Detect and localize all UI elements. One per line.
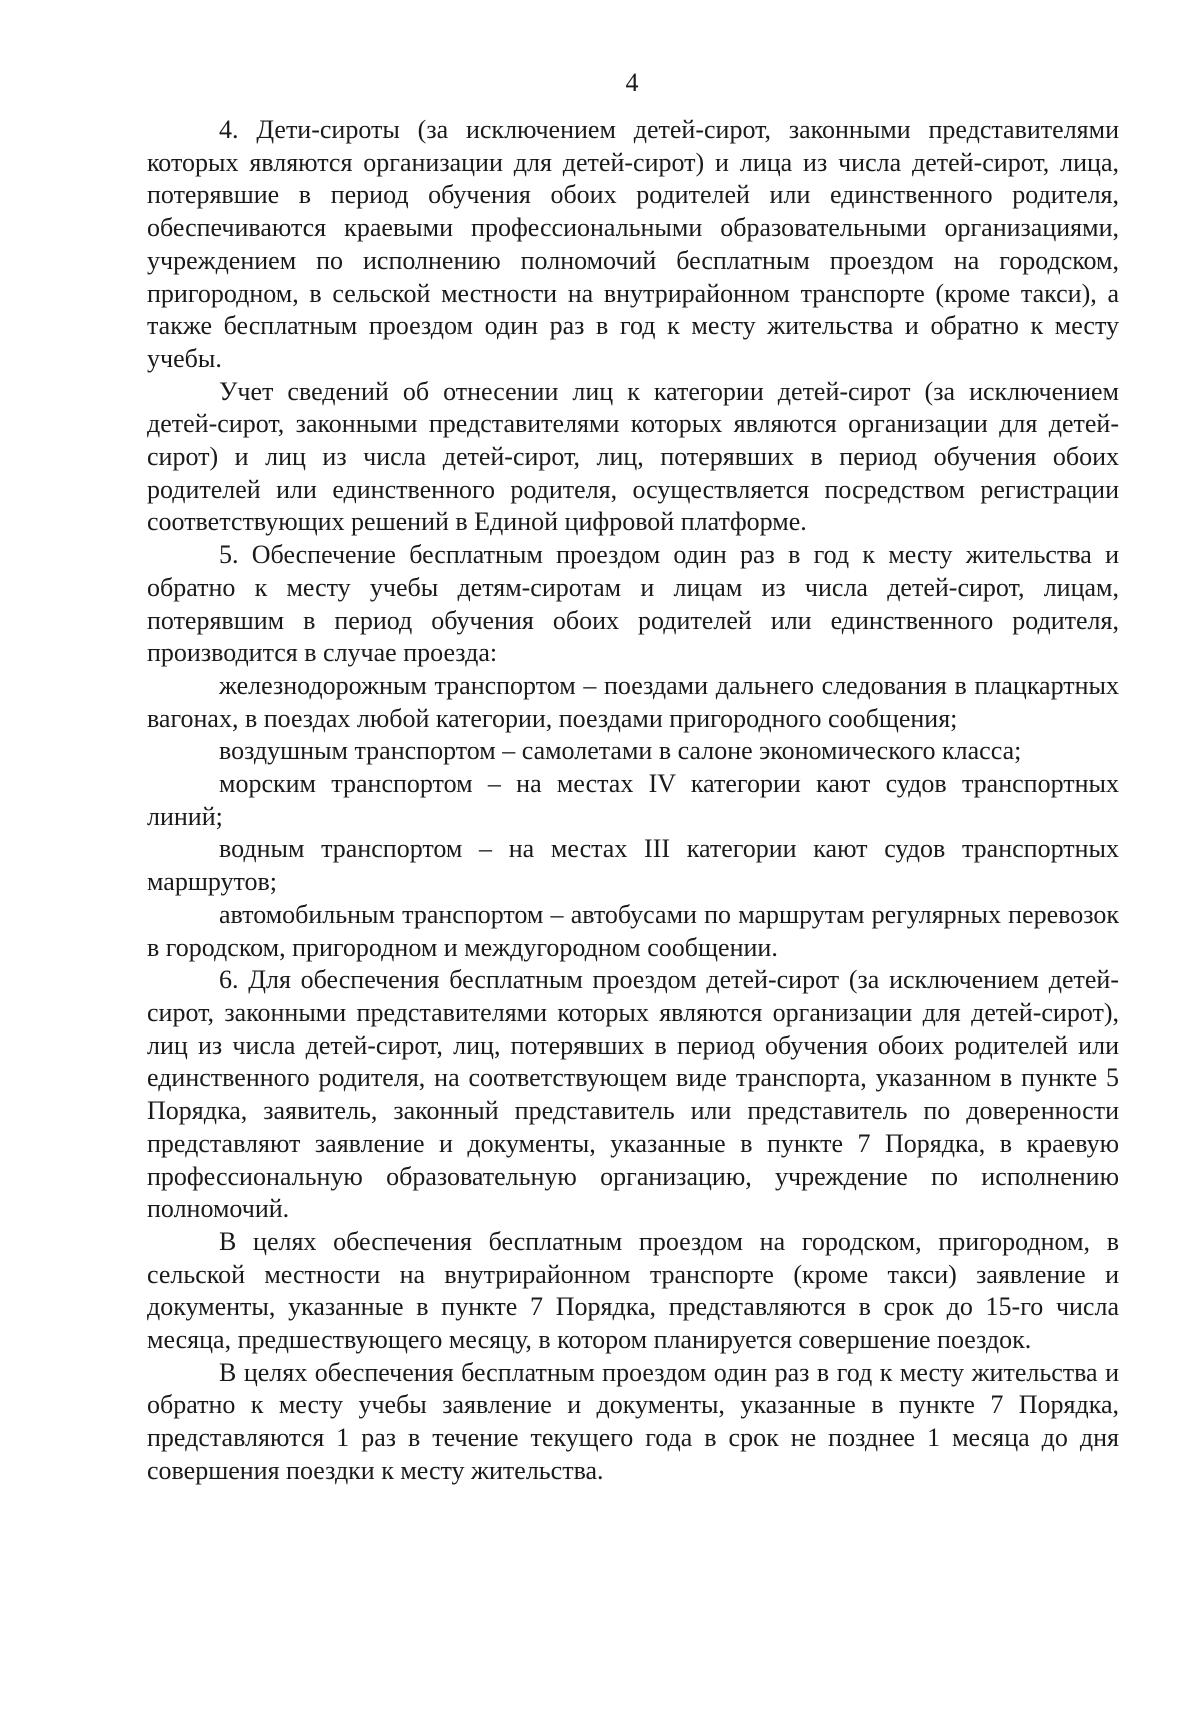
paragraph-4-orphans-free-travel: 4. Дети-сироты (за исключением детей-сирот, законными представителями которых являются организации для детей-сирот) и лица из числа детей-сирот, лица, потерявшие в период обучения обоих родителей или единственного родителя, обеспечиваются краевыми профессиональными образовательными организациями, учреждением по исполнению полномочий бесплатным проездом на городском, пригородном, в сельской местности на внутрирайонном транспорте (кроме такси), а также бесплатным проездом один раз в год к месту жительства и обратно к месту учебы. [147,115,1119,373]
paragraph-6-application-submission: 6. Для обеспечения бесплатным проездом детей-сирот (за исключением детей-сирот, законными представителями которых являются организации для детей-сирот), лиц из числа детей-сирот, лиц, потерявших в период обучения обоих родителей или единственного родителя, на соответствующем виде транспорта, указанном в пункте 5 Порядка, заявитель, законный представитель или представитель по доверенности представляют заявление и документы, указанные в пункте 7 Порядка, в краевую профессиональную образовательную организацию, учреждение по исполнению полномочий. [147,965,1119,1224]
paragraph-local-travel-deadline: В целях обеспечения бесплатным проездом на городском, пригородном, в сельской местности на внутрирайонном транспорте (кроме такси) заявление и документы, указанные в пункте 7 Порядка, представляются в срок до 15-го числа месяца, предшествующего месяцу, в котором планируется совершение поездок. [147,1226,1119,1355]
list-item-air-transport: воздушным транспортом – самолетами в салоне экономического класса; [219,736,1022,766]
document-body [147,114,1119,1488]
list-item-railway-transport: железнодорожным транспортом – поездами дальнего следования в плацкартных вагонах, в поездах любой категории, поездами пригородного сообщения; [147,670,1119,733]
page-number: 4 [625,68,639,97]
list-item-road-transport: автомобильным транспортом – автобусами по маршрутам регулярных перевозок в городском, пригородном и междугородном сообщении. [147,899,1119,962]
paragraph-5-annual-travel: 5. Обеспечение бесплатным проездом один раз в год к месту жительства и обратно к месту учебы детям-сиротам и лицам из числа детей-сирот, лицам, потерявшим в период обучения обоих родителей или единственного родителя, производится в случае проезда: [147,540,1119,668]
paragraph-registration-accounting: Учет сведений об отнесении лиц к категории детей-сирот (за исключением детей-сирот, законными представителями которых являются организации для детей-сирот) и лиц из числа детей-сирот, лиц, потерявших в период обучения обоих родителей или единственного родителя, осуществляется посредством регистрации соответствующих решений в Единой цифровой платформе. [147,376,1119,537]
paragraph-annual-travel-deadline: В целях обеспечения бесплатным проездом один раз в год к месту жительства и обратно к месту учебы заявление и документы, указанные в пункте 7 Порядка, представляются 1 раз в течение текущего года в срок не позднее 1 месяца до дня совершения поездки к месту жительства. [147,1357,1119,1485]
list-item-water-transport: водным транспортом – на местах III категории кают судов транспортных маршрутов; [147,834,1119,897]
list-item-sea-transport: морским транспортом – на местах IV категории кают судов транспортных линий; [147,769,1119,831]
